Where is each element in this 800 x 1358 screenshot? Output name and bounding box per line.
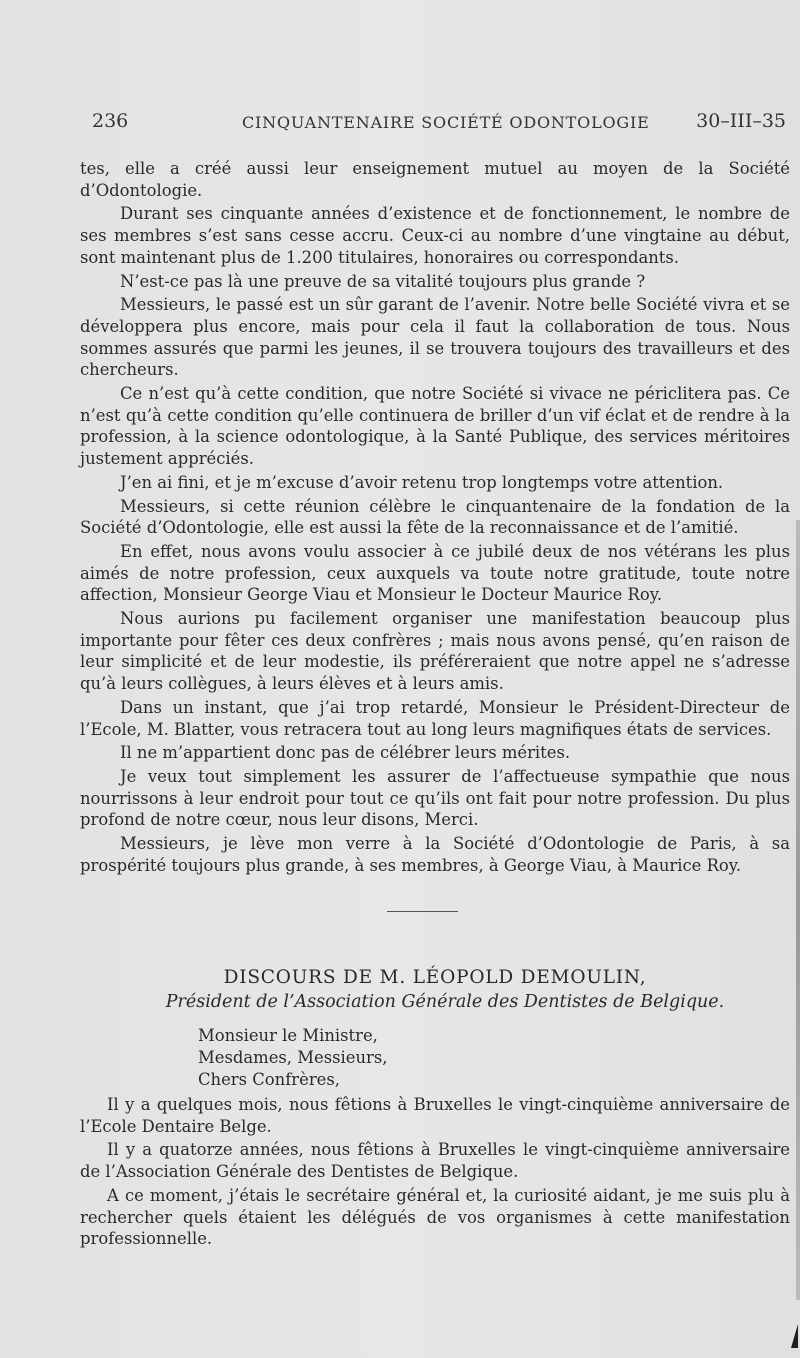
page-number: 236 xyxy=(92,110,129,132)
paragraph: Durant ses cinquante années d’existence et de fonctionnement, le nombre de ses membres s’est sans cesse accru. Ceux-ci au nombre d’une vingtaine au début, sont maintenant plus de 1.200 titulaires, honoraires ou correspondants. xyxy=(80,204,790,267)
page-edge-shadow xyxy=(796,520,800,1300)
salutation-line: Monsieur le Ministre, xyxy=(198,1026,378,1045)
paragraph: N’est-ce pas là une preuve de sa vitalité toujours plus grande ? xyxy=(120,271,646,291)
header-date: 30–III–35 xyxy=(696,110,786,132)
paragraph: Messieurs, le passé est un sûr garant de l’avenir. Notre belle Société vivra et se développera plus encore, mais pour cela il faut la collaboration de tous. Nous sommes assurés que parmi les jeunes, il se trouvera toujours des travailleurs et des chercheurs. xyxy=(80,295,790,380)
paragraph: tes, elle a créé aussi leur enseignement mutuel au moyen de la Société d’Odontologie. xyxy=(80,159,790,200)
speech-title: DISCOURS DE M. LÉOPOLD DEMOULIN, xyxy=(223,967,647,988)
salutation xyxy=(198,1025,388,1091)
salutation-line: Chers Confrères, xyxy=(198,1070,340,1089)
paragraph: En effet, nous avons voulu associer à ce jubilé deux de nos vétérans les plus aimés de notre profession, ceux auxquels va toute notre gratitude, toute notre affection, Monsieur George Viau et Monsieur le Docteur Maurice Roy. xyxy=(80,541,790,605)
paragraph: Il y a quelques mois, nous fêtions à Bruxelles le vingt-cinquième anniversaire de l’Ecole Dentaire Belge. xyxy=(80,1095,790,1136)
speech-heading xyxy=(80,966,790,1014)
speech-text xyxy=(80,1094,790,1252)
paragraph: Messieurs, si cette réunion célèbre le cinquantenaire de la fondation de la Société d’Odontologie, elle est aussi la fête de la reconnaissance et de l’amitié. xyxy=(80,496,790,538)
running-title: CINQUANTENAIRE SOCIÉTÉ ODONTOLOGIE xyxy=(242,113,650,132)
paragraph: Messieurs, je lève mon verre à la Société d’Odontologie de Paris, à sa prospérité toujours plus grande, à ses membres, à George Viau, à Maurice Roy. xyxy=(80,834,790,875)
paragraph: Je veux tout simplement les assurer de l’affectueuse sympathie que nous nourrissons à leur endroit pour tout ce qu’ils ont fait pour notre profession. Du plus profond de notre cœur, nous leur disons, Merci. xyxy=(80,766,790,830)
paragraph: Dans un instant, que j’ai trop retardé, Monsieur le Président-Directeur de l’Ecole, M. Blatter, vous retracera tout au long leurs magnifiques états de services. xyxy=(80,697,790,739)
salutation-line: Mesdames, Messieurs, xyxy=(198,1048,388,1067)
main-text xyxy=(80,158,790,879)
scan-corner-mark xyxy=(791,1324,798,1348)
speech-subtitle: Président de l’Association Générale des Dentistes de Belgique. xyxy=(165,992,725,1012)
paragraph: Il y a quatorze années, nous fêtions à Bruxelles le vingt-cinquième anniversaire de l’Association Générale des Dentistes de Belgique. xyxy=(80,1140,790,1182)
paragraph: Nous aurions pu facilement organiser une manifestation beaucoup plus importante pour fêter ces deux confrères ; mais nous avons pensé, qu’en raison de leur simplicité et de leur modestie, ils préféreraient que notre appel ne s’adresse qu’à leurs collègues, à leurs élèves et à leurs amis. xyxy=(80,609,790,694)
running-header xyxy=(92,110,792,136)
paragraph: A ce moment, j’étais le secrétaire général et, la curiosité aidant, je me suis plu à rechercher quels étaient les délégués de vos organismes à cette manifestation professionnelle. xyxy=(80,1185,790,1249)
paragraph: Il ne m’appartient donc pas de célébrer leurs mérites. xyxy=(120,743,571,763)
paragraph: Ce n’est qu’à cette condition, que notre Société si vivace ne périclitera pas. Ce n’est qu’à cette condition qu’elle continuera de briller d’un vif éclat et de rendre à la profession, à la science odontologique, à la Santé Publique, des services méritoires justement appréciés. xyxy=(80,384,790,469)
paragraph: J’en ai fini, et je m’excuse d’avoir retenu trop longtemps votre attention. xyxy=(120,472,724,492)
section-divider xyxy=(387,911,458,912)
